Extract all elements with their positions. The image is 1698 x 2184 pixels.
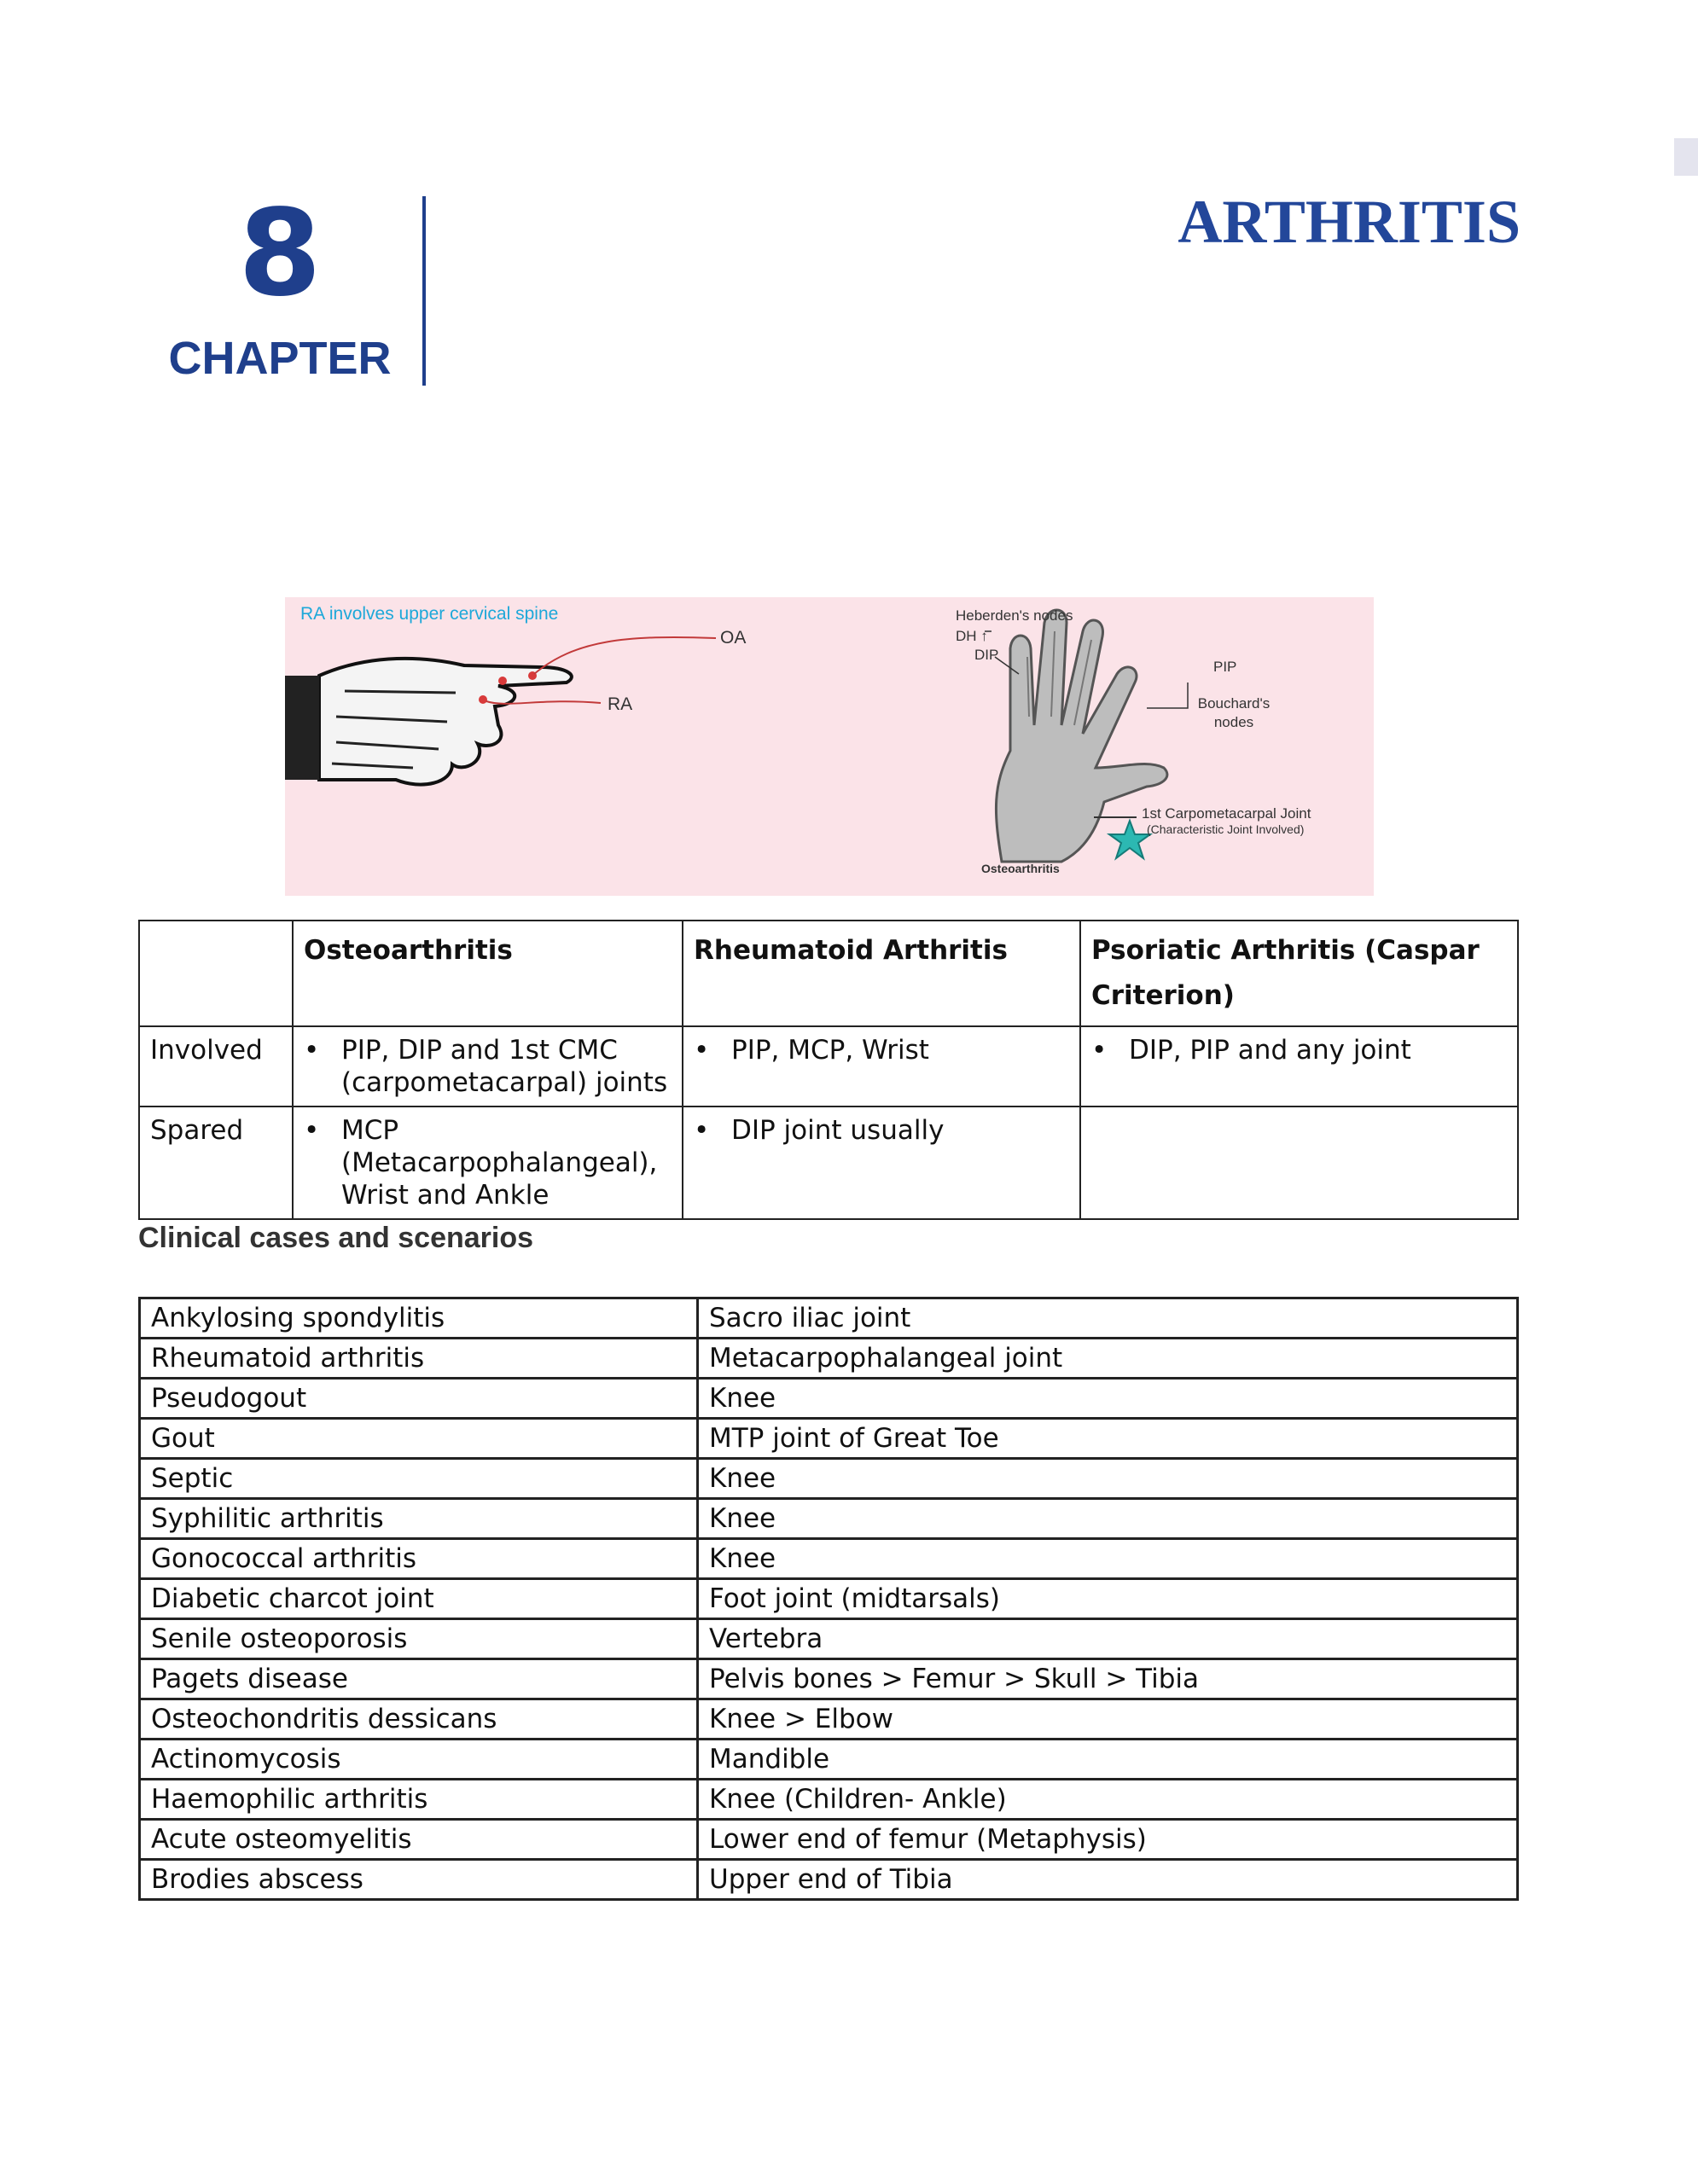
table-row <box>140 1740 1518 1780</box>
table-row <box>140 1459 1518 1499</box>
table-row <box>140 1419 1518 1459</box>
condition-cell: Osteochondritis dessicans <box>140 1699 698 1740</box>
table-row <box>140 1860 1518 1900</box>
condition-cell: Ankylosing spondylitis <box>140 1298 698 1339</box>
row-label: Involved <box>139 1026 293 1107</box>
site-cell: Pelvis bones > Femur > Skull > Tibia <box>698 1659 1518 1699</box>
page-edge-tab <box>1674 138 1698 176</box>
list-item: • DIP, PIP and any joint <box>1091 1034 1507 1066</box>
site-cell: MTP joint of Great Toe <box>698 1419 1518 1459</box>
row-label: Spared <box>139 1107 293 1219</box>
chapter-label: CHAPTER <box>168 333 392 384</box>
condition-cell: Syphilitic arthritis <box>140 1499 698 1539</box>
site-cell: Vertebra <box>698 1619 1518 1659</box>
site-cell: Knee (Children- Ankle) <box>698 1780 1518 1820</box>
figure-label-cmc: 1st Carpometacarpal Joint <box>1142 805 1311 822</box>
up-arrow-icon: ↑ <box>980 628 988 644</box>
chapter-divider <box>422 196 426 386</box>
condition-cell: Rheumatoid arthritis <box>140 1339 698 1379</box>
condition-cell: Haemophilic arthritis <box>140 1780 698 1820</box>
condition-cell: Gout <box>140 1419 698 1459</box>
site-cell: Upper end of Tibia <box>698 1860 1518 1900</box>
list-item: • PIP, MCP, Wrist <box>694 1034 1069 1066</box>
table-row <box>140 1699 1518 1740</box>
figure-label-dh <box>956 628 988 645</box>
clinical-cases-table <box>138 1297 1519 1901</box>
comparison-header-blank <box>139 921 293 1026</box>
table-row <box>140 1379 1518 1419</box>
figure-label-bouchard: Bouchard's nodes <box>1197 695 1271 730</box>
figure-label-ra: RA <box>608 694 633 714</box>
figure-label-dh-text: DH <box>956 628 977 644</box>
condition-cell: Pseudogout <box>140 1379 698 1419</box>
cell-psa <box>1080 1107 1518 1219</box>
condition-cell: Pagets disease <box>140 1659 698 1699</box>
arthritis-comparison-table <box>138 920 1519 1220</box>
clinical-cases-body <box>140 1298 1518 1900</box>
site-cell: Sacro iliac joint <box>698 1298 1518 1339</box>
site-cell: Knee <box>698 1499 1518 1539</box>
site-cell: Metacarpophalangeal joint <box>698 1339 1518 1379</box>
table-row <box>140 1499 1518 1539</box>
hand-illustrations <box>285 597 1374 896</box>
figure-label-dip: DIP <box>974 647 999 663</box>
cell-ra <box>683 1107 1080 1219</box>
table-row <box>140 1659 1518 1699</box>
table-row <box>140 1339 1518 1379</box>
list-item: • DIP joint usually <box>694 1114 1069 1147</box>
condition-cell: Gonococcal arthritis <box>140 1539 698 1579</box>
comparison-header-oa: Osteoarthritis <box>293 921 683 1026</box>
table-row <box>140 1579 1518 1619</box>
site-cell: Foot joint (midtarsals) <box>698 1579 1518 1619</box>
site-cell: Knee <box>698 1459 1518 1499</box>
condition-cell: Diabetic charcot joint <box>140 1579 698 1619</box>
site-cell: Knee <box>698 1379 1518 1419</box>
table-row <box>140 1820 1518 1860</box>
star-icon <box>1109 821 1150 858</box>
comparison-row-involved <box>139 1026 1518 1107</box>
comparison-header-row <box>139 921 1518 1026</box>
condition-cell: Brodies abscess <box>140 1860 698 1900</box>
section-heading: Clinical cases and scenarios <box>138 1222 534 1254</box>
cell-oa <box>293 1026 683 1107</box>
condition-cell: Acute osteomyelitis <box>140 1820 698 1860</box>
comparison-header-psa: Psoriatic Arthritis (Caspar Criterion) <box>1080 921 1518 1026</box>
cell-ra <box>683 1026 1080 1107</box>
figure-note: RA involves upper cervical spine <box>300 604 559 624</box>
figure-label-cmc-note: (Characteristic Joint Involved) <box>1147 822 1305 836</box>
pointing-hand-illustration <box>285 637 716 785</box>
table-row <box>140 1539 1518 1579</box>
site-cell: Mandible <box>698 1740 1518 1780</box>
site-cell: Knee <box>698 1539 1518 1579</box>
table-row <box>140 1619 1518 1659</box>
cell-psa <box>1080 1026 1518 1107</box>
site-cell: Lower end of femur (Metaphysis) <box>698 1820 1518 1860</box>
condition-cell: Actinomycosis <box>140 1740 698 1780</box>
chapter-number: 8 <box>238 184 322 323</box>
arthritis-hand-figure <box>285 597 1374 896</box>
figure-label-pip: PIP <box>1213 659 1237 675</box>
list-item: • PIP, DIP and 1st CMC (carpometacarpal) joints <box>304 1034 672 1099</box>
list-item: • MCP (Metacarpophalangeal), Wrist and Ankle <box>304 1114 672 1211</box>
chapter-title: ARTHRITIS <box>1178 188 1521 256</box>
figure-caption: Osteoarthritis <box>981 862 1060 875</box>
figure-label-oa: OA <box>720 628 747 648</box>
comparison-header-ra: Rheumatoid Arthritis <box>683 921 1080 1026</box>
comparison-row-spared <box>139 1107 1518 1219</box>
figure-label-heberden: Heberden's nodes <box>956 607 1073 624</box>
condition-cell: Septic <box>140 1459 698 1499</box>
table-row <box>140 1780 1518 1820</box>
table-row <box>140 1298 1518 1339</box>
cell-oa <box>293 1107 683 1219</box>
site-cell: Knee > Elbow <box>698 1699 1518 1740</box>
condition-cell: Senile osteoporosis <box>140 1619 698 1659</box>
